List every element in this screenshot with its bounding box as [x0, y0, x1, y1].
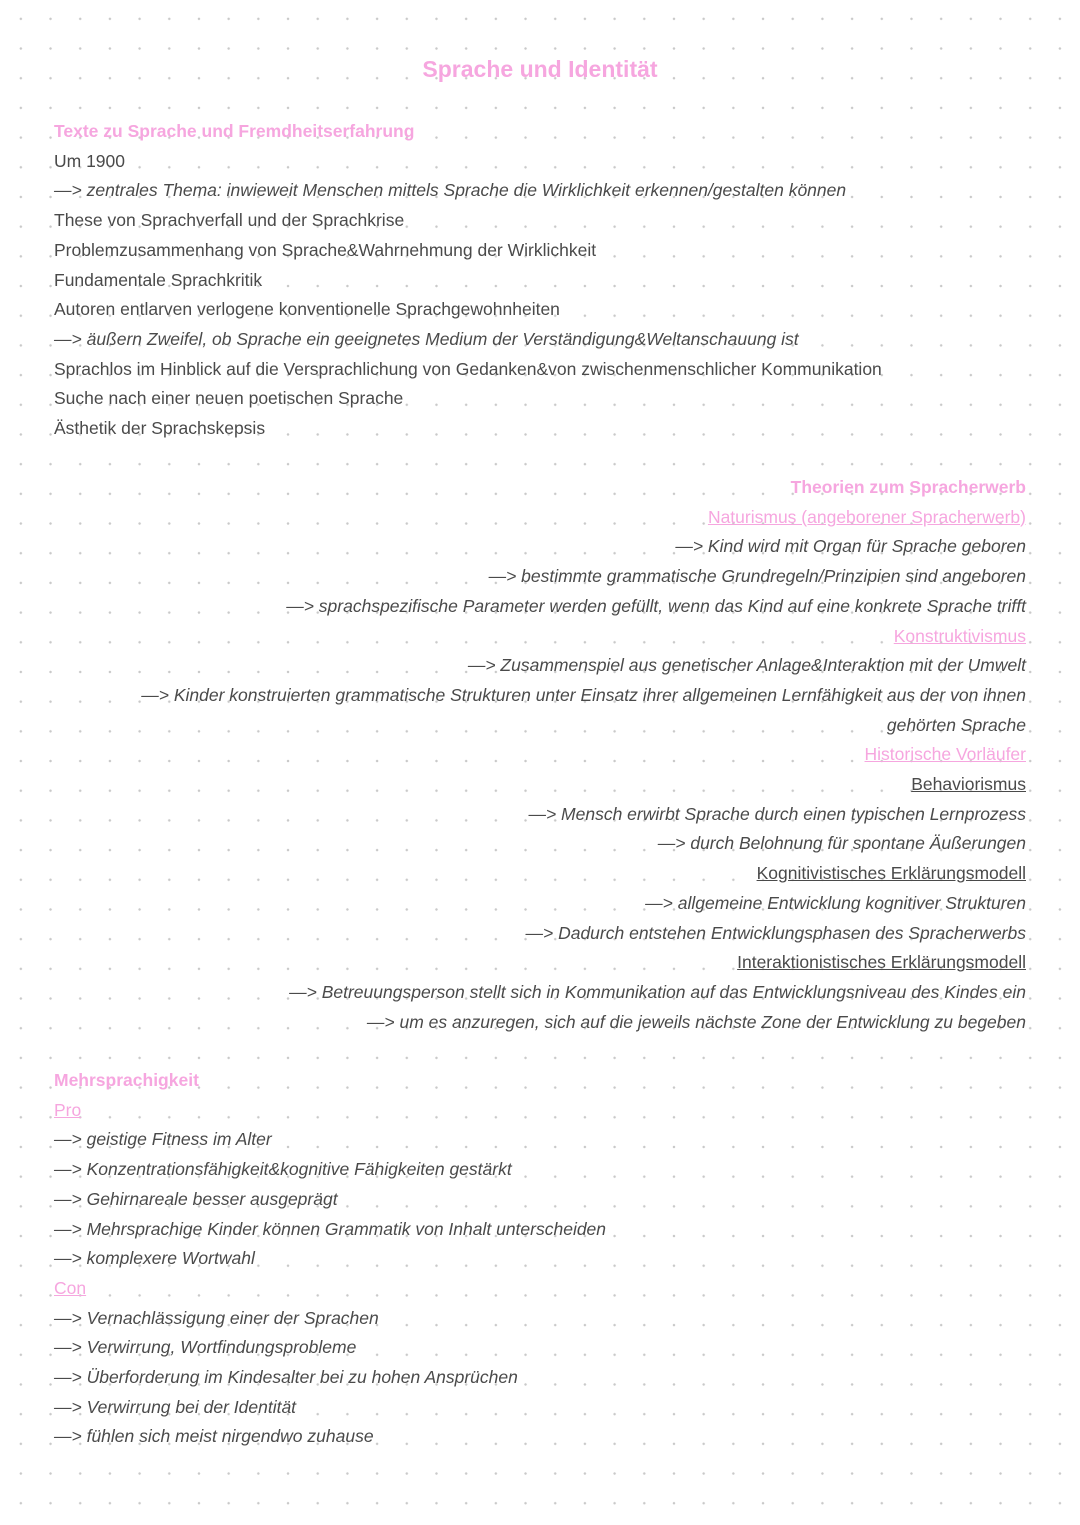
section-mehrsprachigkeit [54, 1066, 1034, 1452]
section-heading: Theorien zum Spracherwerb [790, 477, 1026, 497]
note-line: —> Betreuungsperson stellt sich in Kommunikation auf das Entwicklungsniveau des Kindes ein [289, 981, 1026, 1002]
note-line: —> äußern Zweifel, ob Sprache ein geeignetes Medium der Verständigung&Weltanschauung ist [54, 328, 799, 349]
section-spracherwerb [66, 473, 1026, 1037]
note-line: —> fühlen sich meist nirgendwo zuhause [54, 1426, 374, 1447]
subheading-konstruktivismus: Konstruktivismus [893, 625, 1026, 646]
subheading-kognitivistisch: Kognitivistisches Erklärungsmodell [756, 863, 1026, 884]
note-line: —> Mehrsprachige Kinder können Grammatik von Inhalt unterscheiden [54, 1218, 607, 1239]
note-line: —> Kinder konstruierten grammatische Strukturen unter Einsatz ihrer allgemeinen Lernfähigkeit aus der von ihnen gehörten Sprache [141, 684, 1026, 735]
subheading-interaktionistisch: Interaktionistisches Erklärungsmodell [737, 952, 1026, 973]
note-line: —> allgemeine Entwicklung kognitiver Strukturen [645, 892, 1026, 913]
note-line: —> Verwirrung, Wortfindungsprobleme [54, 1337, 357, 1358]
note-line: —> komplexere Wortwahl [54, 1248, 255, 1269]
note-line: Um 1900 [54, 150, 126, 171]
subheading-naturismus: Naturismus (angeborener Spracherwerb) [707, 506, 1026, 527]
subheading-historische-vorlaeufer: Historische Vorläufer [864, 744, 1026, 765]
note-line: —> Dadurch entstehen Entwicklungsphasen des Spracherwerbs [525, 922, 1026, 943]
page-title: Sprache und Identität [422, 56, 658, 82]
note-line: —> Konzentrationsfähigkeit&kognitive Fähigkeiten gestärkt [54, 1159, 512, 1180]
note-line: —> Mensch erwirbt Sprache durch einen typischen Lernprozess [528, 803, 1026, 824]
subheading-behaviorismus: Behaviorismus [911, 774, 1026, 795]
subheading-con: Con [54, 1277, 87, 1298]
note-line: Suche nach einer neuen poetischen Sprache [54, 388, 404, 409]
note-line: —> Zusammenspiel aus genetischer Anlage&Interaktion mit der Umwelt [467, 655, 1026, 676]
note-line: —> Verwirrung bei der Identität [54, 1396, 297, 1417]
note-line: —> bestimmte grammatische Grundregeln/Prinzipien sind angeboren [488, 566, 1026, 587]
note-line: —> durch Belohnung für spontane Äußerungen [657, 833, 1026, 854]
section-heading: Texte zu Sprache und Fremdheitserfahrung [54, 121, 415, 141]
section-heading: Mehrsprachigkeit [54, 1070, 199, 1090]
section-sprache-fremdheit [54, 117, 1034, 444]
note-line: —> um es anzuregen, sich auf die jeweils nächste Zone der Entwicklung zu begeben [366, 1011, 1026, 1032]
note-line: Autoren entlarven verlogene konventionelle Sprachgewohnheiten [54, 299, 560, 320]
note-line: These von Sprachverfall und der Sprachkrise [54, 210, 405, 231]
subheading-pro: Pro [54, 1099, 82, 1120]
note-line: —> sprachspezifische Parameter werden gefüllt, wenn das Kind auf eine konkrete Sprache trifft [286, 595, 1026, 616]
note-line: Ästhetik der Sprachskepsis [54, 418, 266, 439]
note-line: Sprachlos im Hinblick auf die Versprachlichung von Gedanken&von zwischenmenschlicher Kommunikation [54, 358, 882, 379]
note-line: —> geistige Fitness im Alter [54, 1129, 272, 1150]
note-line: —> zentrales Thema: inwieweit Menschen mittels Sprache die Wirklichkeit erkennen/gestalten können [54, 180, 847, 201]
note-line: —> Vernachlässigung einer der Sprachen [54, 1307, 379, 1328]
note-line: Problemzusammenhang von Sprache&Wahrnehmung der Wirklichkeit [54, 239, 597, 260]
note-line: —> Überforderung im Kindesalter bei zu hohen Ansprüchen [54, 1367, 518, 1388]
note-line: —> Kind wird mit Organ für Sprache geboren [675, 536, 1026, 557]
note-line: Fundamentale Sprachkritik [54, 269, 263, 290]
note-line: —> Gehirnareale besser ausgeprägt [54, 1188, 338, 1209]
